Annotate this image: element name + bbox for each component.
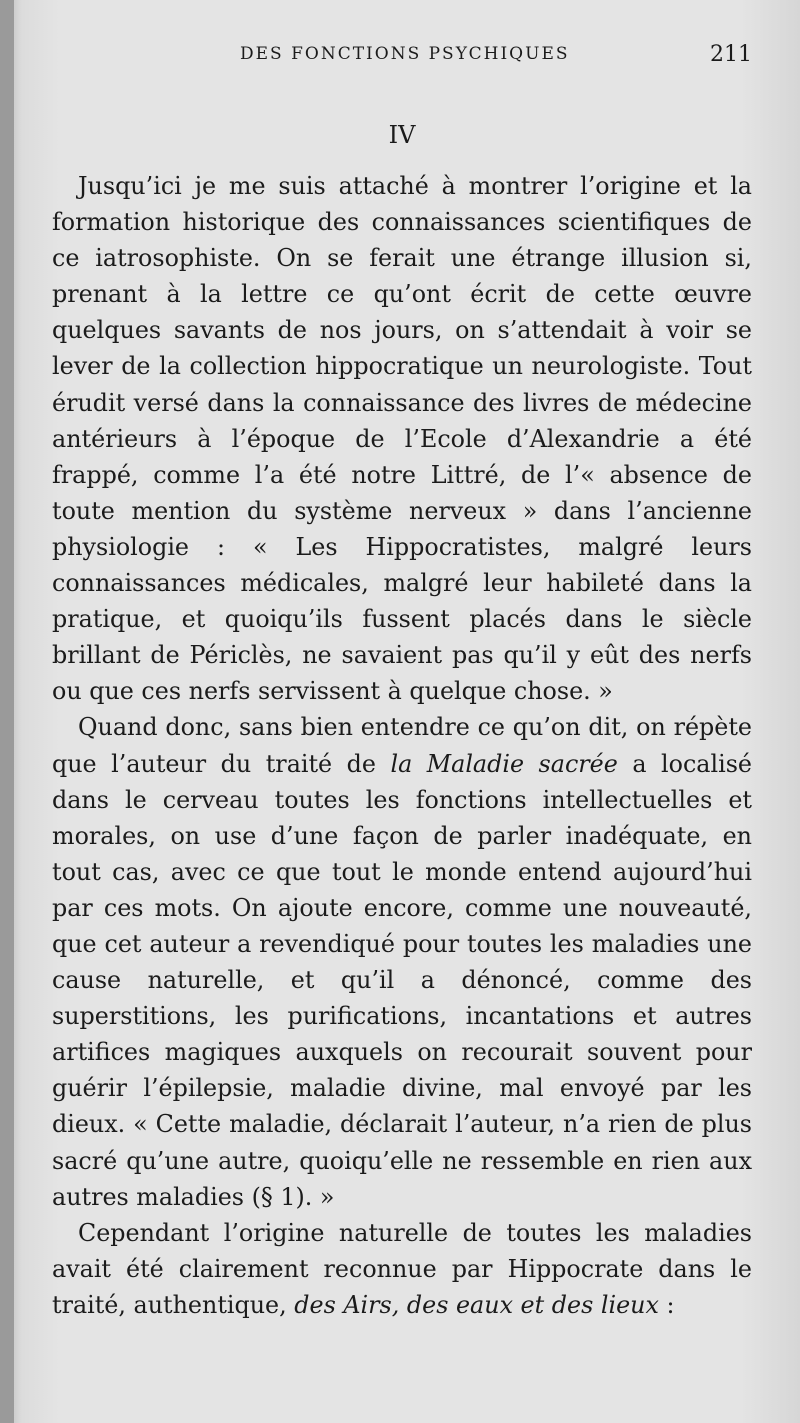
paragraph-3 — [52, 1215, 752, 1323]
running-header — [52, 38, 752, 78]
paragraph-2-text-before: Quand donc, sans bien entendre ce qu’on dit, on répète que l’auteur du traité de — [52, 713, 752, 778]
page-gutter-shadow — [0, 0, 14, 1423]
running-title: DES FONCTIONS PSYCHIQUES — [240, 44, 570, 64]
book-title-airs-eaux-lieux: des Airs, des eaux et des lieux — [294, 1290, 659, 1319]
paragraph-2 — [52, 709, 752, 1214]
paragraph-3-text-after: : — [658, 1290, 675, 1319]
paragraph-1-text: Jusqu’ici je me suis attaché à montrer l’origine et la formation historique des connaissances scientifiques de ce iatrosophiste. On se ferait une étrange illusion si, prenant à la lettre ce qu’ont écrit de cette œuvre quelques savants de nos jours, on s’attendait à voir se lever de la collection hippocratique un neurologiste. Tout érudit versé dans la connaissance des livres de médecine antérieurs à l’époque de l’Ecole d’Alexandrie a été frappé, comme l’a été notre Littré, de l’« absence de toute mention du système nerveux » dans l’ancienne physiologie : « Les Hippocratistes, malgré leurs connaissances médicales, malgré leur habileté dans la pratique, et quoiqu’ils fussent placés dans le siècle brillant de Périclès, ne savaient pas qu’il y eût des nerfs ou que ces nerfs servissent à quelque chose. » — [52, 172, 752, 706]
section-heading: IV — [388, 121, 416, 149]
page-number: 211 — [710, 42, 752, 67]
body-text — [52, 168, 752, 1323]
paragraph-3-text-before: Cependant l’origine naturelle de toutes les maladies avait été clairement reconnue par Hippocrate dans le traité, authentique, — [52, 1218, 752, 1319]
paragraph-2-text-after: a localisé dans le cerveau toutes les fonctions intellectuelles et morales, on use d’une façon de parler inadéquate, en tout cas, avec ce que tout le monde entend aujourd’hui par ces mots. On ajoute encore, comme une nouveauté, que cet auteur a revendiqué pour toutes les maladies une cause naturelle, et qu’il a dénoncé, comme des superstitions, les purifications, incantations et autres artifices magiques auxquels on recourait souvent pour guérir l’épilepsie, maladie divine, mal envoyé par les dieux. « Cette maladie, déclarait l’auteur, n’a rien de plus sacré qu’une autre, quoiqu’elle ne ressemble en rien aux autres maladies (§ 1). » — [52, 749, 752, 1211]
paragraph-1 — [52, 168, 752, 709]
book-title-maladie-sacree: la Maladie sacrée — [390, 749, 618, 778]
